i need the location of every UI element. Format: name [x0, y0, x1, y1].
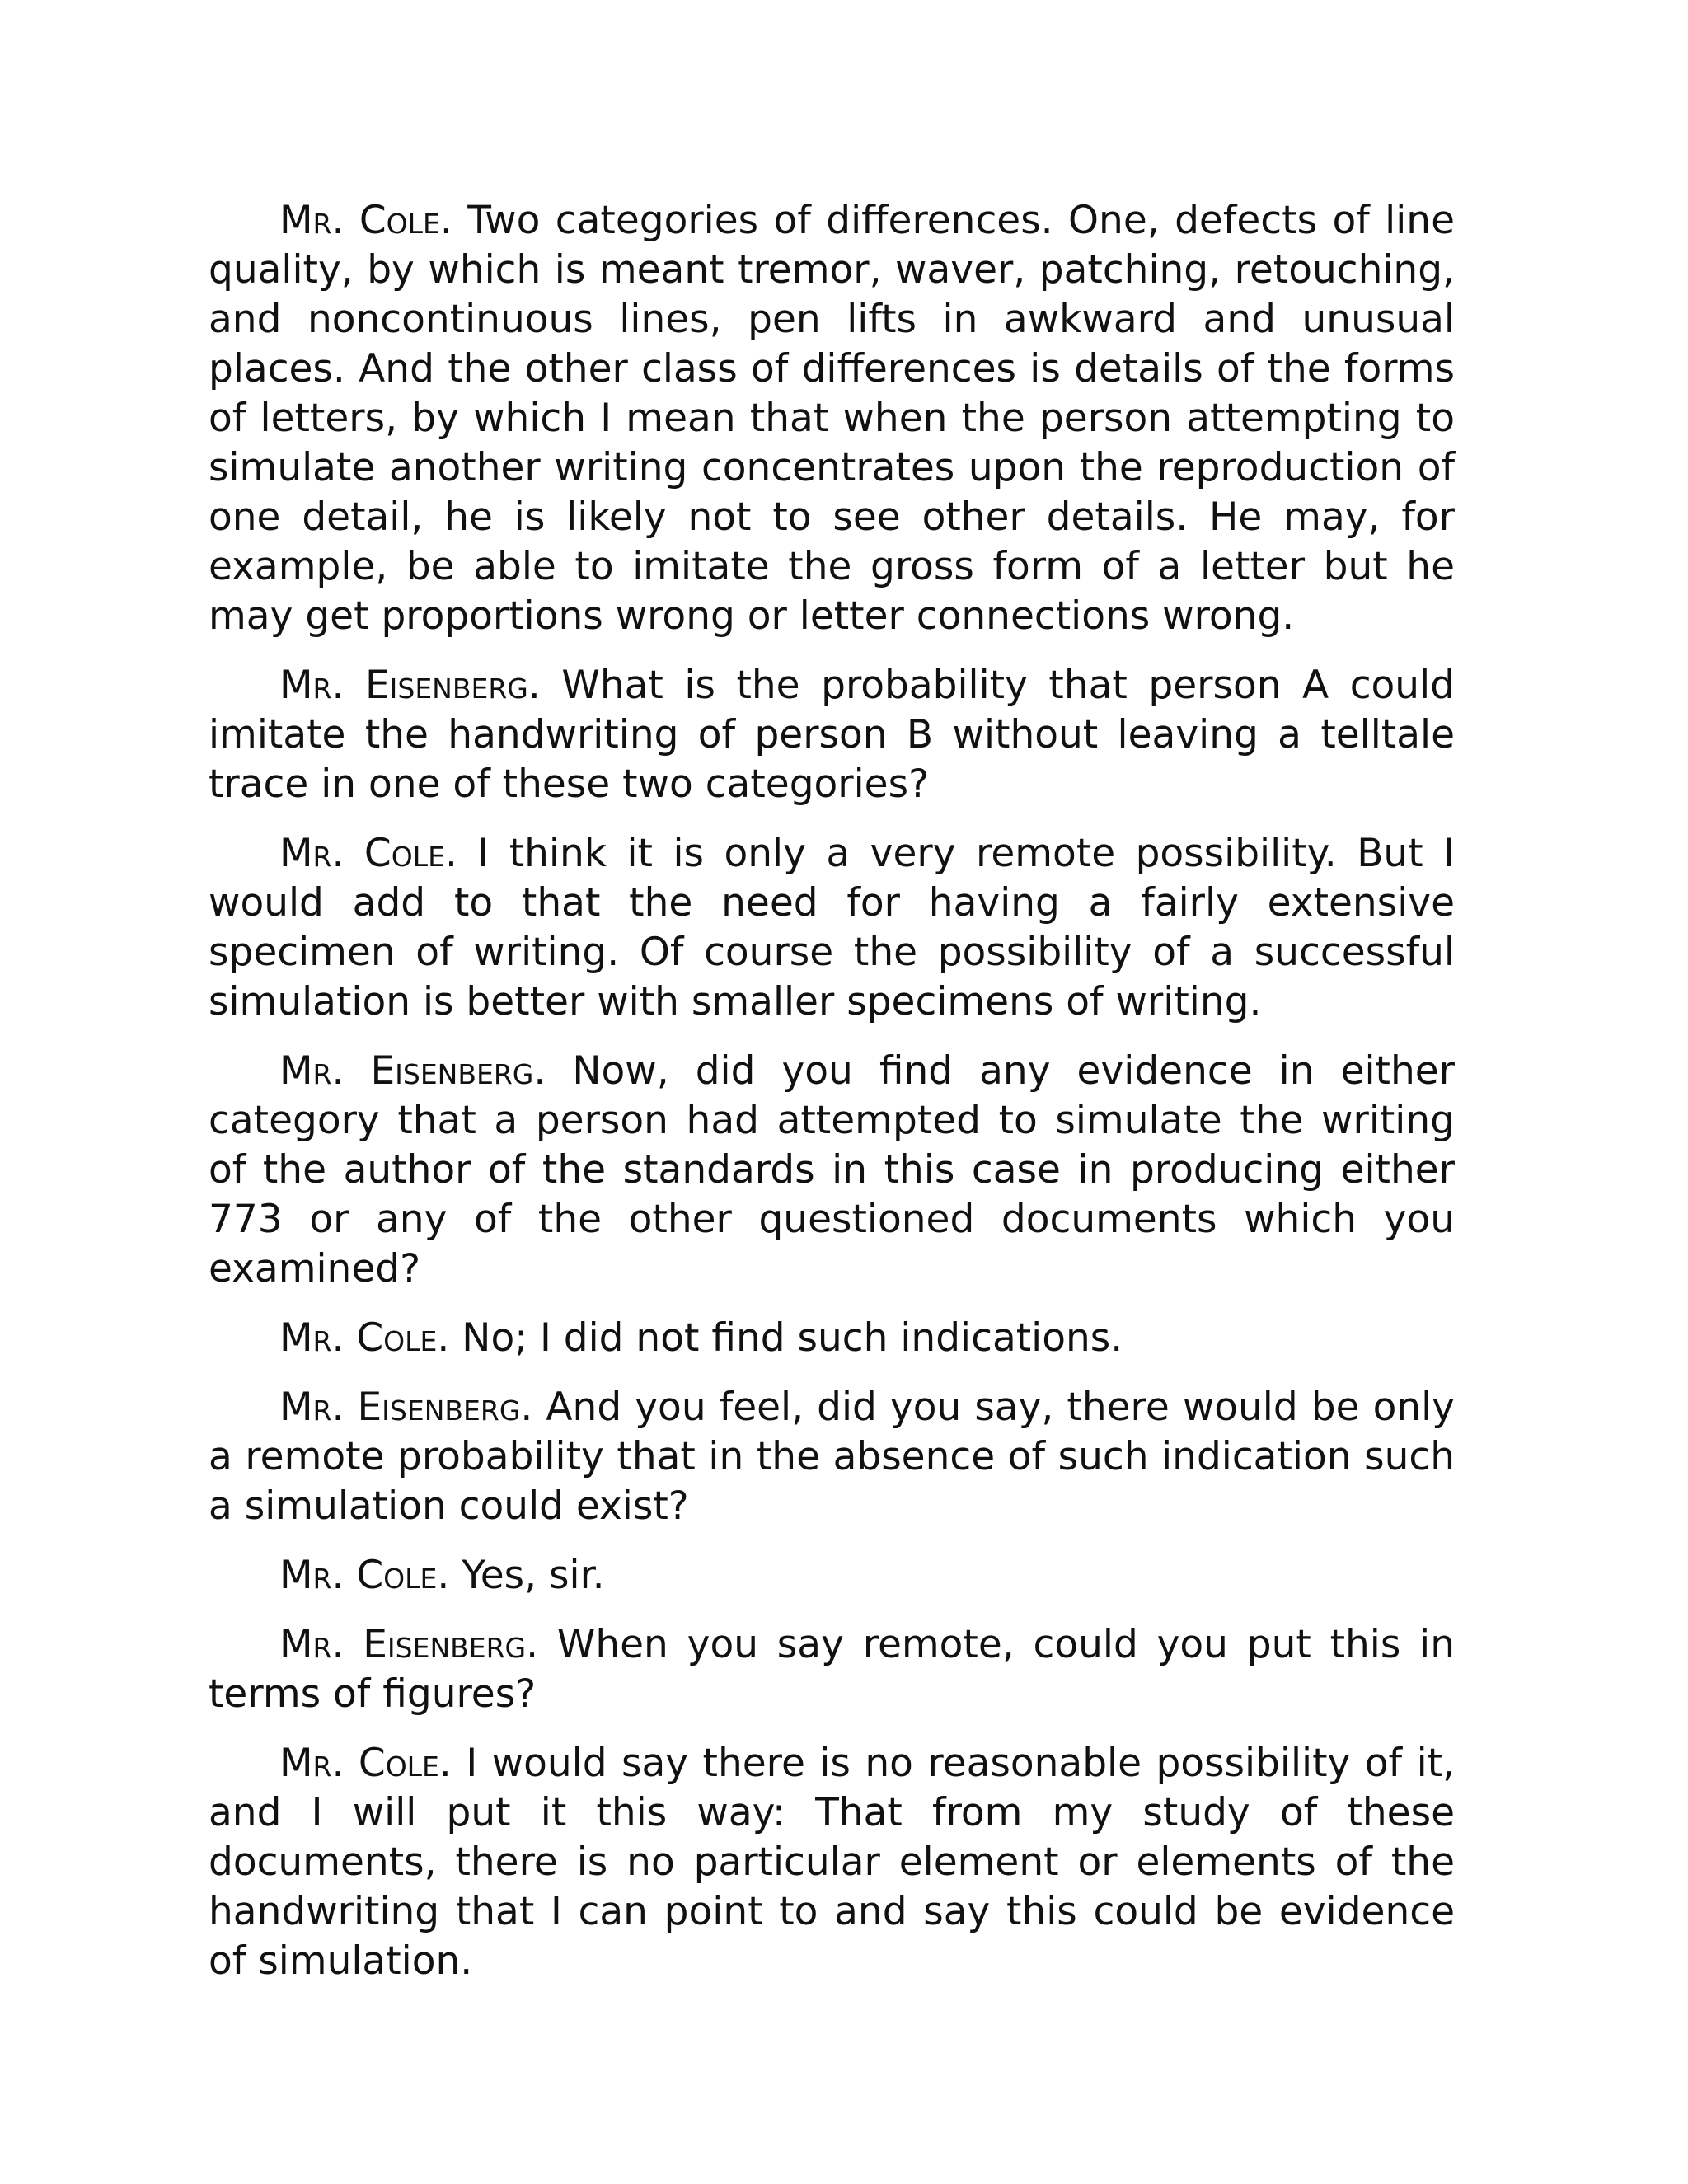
- testimony-paragraph-7: Mr. Cole. Yes, sir.: [279, 1553, 605, 1598]
- speaker-name: Mr. Cole: [279, 198, 440, 243]
- speaker-name: Mr. Cole: [279, 1553, 438, 1598]
- testimony-paragraph-8: Mr. Eisenberg. When you say remote, could you put this in terms of figures?: [209, 1622, 1455, 1717]
- paragraph-text: What is the probability that person A could imitate the handwriting of person B without leaving a telltale trace in one of these two categories?: [209, 663, 1455, 807]
- speaker-name: Mr. Eisenberg: [279, 1048, 534, 1094]
- paragraph-text: I would say there is no reasonable possibility of it, and I will put it this way: That from my study of these documents, there is no particular element or elements of the handwriting that I can point to and say this could be evidence of simulation.: [209, 1741, 1455, 1984]
- testimony-paragraph-2: Mr. Eisenberg. What is the probability that person A could imitate the handwriting of person B without leaving a telltale trace in one of these two categories?: [209, 663, 1455, 807]
- testimony-paragraph-5: Mr. Cole. No; I did not find such indications.: [279, 1315, 1123, 1361]
- document-page: [209, 196, 1455, 2006]
- paragraph-text: And you feel, did you say, there would be only a remote probability that in the absence of such indication such a simulation could exist?: [209, 1385, 1455, 1529]
- speaker-name: Mr. Cole: [279, 1741, 439, 1786]
- testimony-paragraph-1: Mr. Cole. Two categories of differences. One, defects of line quality, by which is meant tremor, waver, patching, retouching, and noncontinuous lines, pen lifts in awkward and unusual places. And the other class of differences is details of the forms of letters, by which I mean that when the person attempting to simulate another writing concentrates upon the reproduction of one detail, he is likely not to see other details. He may, for example, be able to imitate the gross form of a letter but he may get proportions wrong or letter connections wrong.: [209, 198, 1456, 639]
- paragraph-text: Yes, sir.: [462, 1553, 605, 1598]
- paragraph-text: Now, did you find any evidence in either category that a person had attempted to simulate the writing of the author of the standards in this case in producing either 773 or any of the other questioned documents which you examined?: [209, 1048, 1455, 1291]
- paragraph-text: I think it is only a very remote possibility. But I would add to that the need for having a fairly extensive specimen of writing. Of course the possibility of a successful simulation is better with smaller specimens of writing.: [209, 831, 1455, 1024]
- speaker-name: Mr. Eisenberg: [279, 1622, 527, 1667]
- testimony-paragraph-4: Mr. Eisenberg. Now, did you find any evidence in either category that a person had attempted to simulate the writing of the author of the standards in this case in producing either 773 or any of the other questioned documents which you examined?: [209, 1048, 1455, 1291]
- paragraph-text: Two categories of differences. One, defects of line quality, by which is meant tremor, waver, patching, retouching, and noncontinuous lines, pen lifts in awkward and unusual places. And the other class of differences is details of the forms of letters, by which I mean that when the person attempting to simulate another writing concentrates upon the reproduction of one detail, he is likely not to see other details. He may, for example, be able to imitate the gross form of a letter but he may get proportions wrong or letter connections wrong.: [209, 198, 1456, 639]
- testimony-paragraph-3: Mr. Cole. I think it is only a very remote possibility. But I would add to that the need for having a fairly extensive specimen of writing. Of course the possibility of a successful simulation is better with smaller specimens of writing.: [209, 831, 1455, 1024]
- speaker-name: Mr. Cole: [279, 831, 445, 876]
- testimony-paragraph-6: Mr. Eisenberg. And you feel, did you say, there would be only a remote probability that in the absence of such indication such a simulation could exist?: [209, 1385, 1455, 1529]
- testimony-paragraph-9: Mr. Cole. I would say there is no reasonable possibility of it, and I will put it this way: That from my study of these documents, there is no particular element or elements of the handwriting that I can point to and say this could be evidence of simulation.: [209, 1741, 1455, 1984]
- speaker-name: Mr. Cole: [279, 1315, 438, 1361]
- speaker-name: Mr. Eisenberg: [279, 1385, 521, 1430]
- speaker-name: Mr. Eisenberg: [279, 663, 528, 708]
- paragraph-text: When you say remote, could you put this in terms of figures?: [209, 1622, 1455, 1717]
- paragraph-text: No; I did not find such indications.: [462, 1315, 1123, 1361]
